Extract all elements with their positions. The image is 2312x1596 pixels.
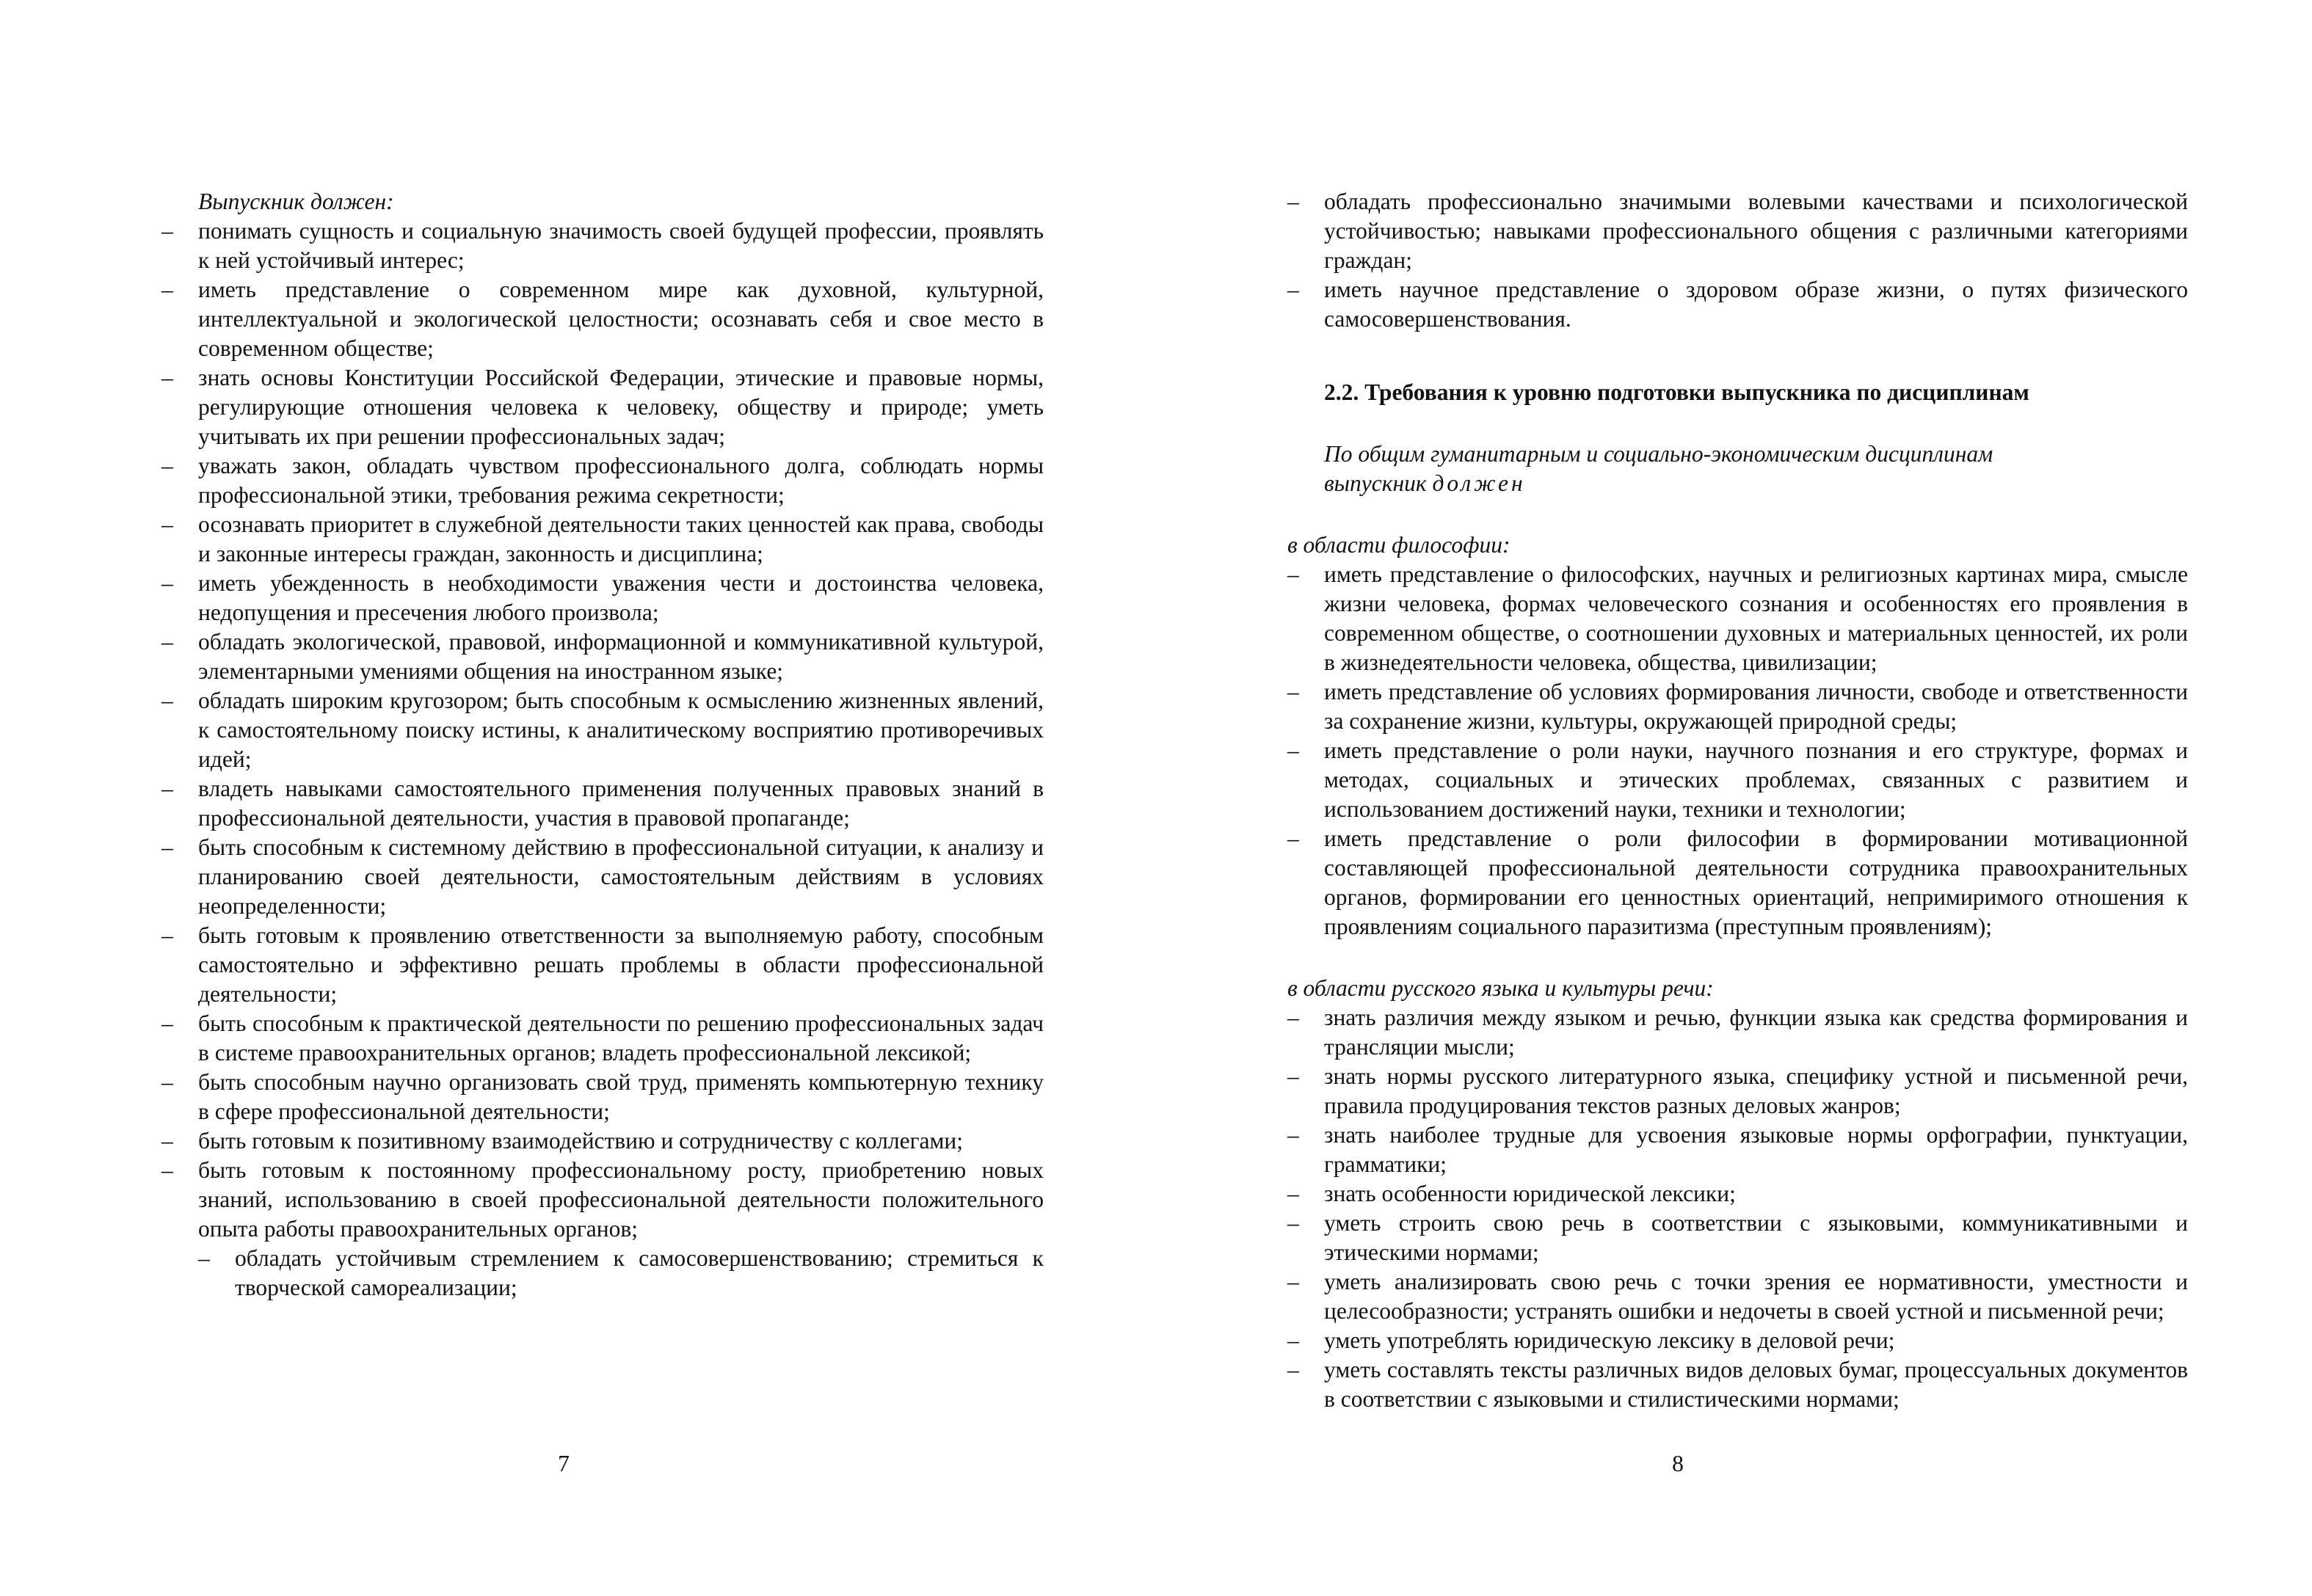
list-item: – понимать сущность и социальную значимость своей будущей профессии, проявлять к ней устойчивый интерес; [161,216,1044,275]
list-item: – обладать профессионально значимыми волевыми качествами и психологической устойчивостью; навыками профессионального общения с различными категориями граждан; [1287,187,2188,275]
page-number-left: 7 [558,1451,570,1476]
sub-list-item: – обладать устойчивым стремлением к самосовершенствованию; стремиться к творческой самореализации; [198,1244,1044,1302]
russian-language-heading: в области русского языка и культуры речи: [1287,975,1714,1001]
list-item: – быть готовым к позитивному взаимодействию и сотрудничеству с коллегами; [161,1126,1044,1156]
list-item: – быть способным научно организовать свой труд, применять компьютерную технику в сфере профессиональной деятельности; [161,1068,1044,1126]
philosophy-heading: в области философии: [1287,532,1511,558]
list-item: – уметь составлять тексты различных видов деловых бумаг, процессуальных документов в соответствии с языковыми и стилистическими нормами; [1287,1355,2188,1414]
list-item: – иметь представление о современном мире как духовной, культурной, интеллектуальной и экологической целостности; осознавать себя и свое место в современном обществе; [161,275,1044,363]
list-item: – иметь представление о роли науки, научного познания и его структуре, формах и методах, социальных и этических проблемах, связанных с развитием и использованием достижений науки, техники и технологии; [1287,736,2188,824]
list-item: – знать основы Конституции Российской Федерации, этические и правовые нормы, регулирующие отношения человека к человеку, обществу и природе; уметь учитывать их при решении профессиональных задач; [161,363,1044,451]
left-page-text [161,187,1044,1302]
list-item: – осознавать приоритет в служебной деятельности таких ценностей как права, свободы и законные интересы граждан, законность и дисциплина; [161,510,1044,569]
list-item: – быть способным к практической деятельности по решению профессиональных задач в системе правоохранительных органов; владеть профессиональной лексикой; [161,1009,1044,1068]
list-item: – уметь употреблять юридическую лексику в деловой речи; [1287,1326,2188,1355]
list-item: – быть готовым к постоянному профессиональному росту, приобретению новых знаний, использованию в своей профессиональной деятельности положительного опыта работы правоохранительных органов; [161,1156,1044,1244]
list-item: – иметь представление о философских, научных и религиозных картинах мира, смысле жизни человека, формах человеческого сознания и особенностях его проявления в современном обществе, о соотношении духовных и материальных ценностей, их роли в жизнедеятельности человека, общества, цивилизации; [1287,560,2188,677]
russian-language-list [1287,1003,2188,1414]
subsection-title-line2 [1287,469,2188,498]
right-page-text [1287,187,2188,1414]
list-item: – владеть навыками самостоятельного применения полученных правовых знаний в профессиональной деятельности, участия в правовой пропаганде; [161,774,1044,833]
continued-requirements-list [1287,187,2188,334]
list-item: – быть способным к системному действию в профессиональной ситуации, к анализу и планированию своей деятельности, самостоятельным действиям в условиях неопределенности; [161,833,1044,921]
list-item: – иметь убежденность в необходимости уважения чести и достоинства человека, недопущения и пресечения любого произвола; [161,569,1044,627]
list-item: – иметь представление об условиях формирования личности, свободе и ответственности за сохранение жизни, культуры, окружающей природной среды; [1287,677,2188,736]
list-item: – иметь представление о роли философии в формировании мотивационной составляющей профессиональной деятельности сотрудника правоохранительных органов, формировании его ценностных ориентаций, непримиримого отношения к проявлениям социального паразитизма (преступным проявлениям); [1287,824,2188,941]
subsection-title-line1: По общим гуманитарным и социально-экономическим дисциплинам [1324,441,1993,467]
section-title: 2.2. Требования к уровню подготовки выпускника по дисциплинам [1324,379,2029,405]
list-item: – иметь научное представление о здоровом образе жизни, о путях физического самосовершенствования. [1287,275,2188,334]
list-item: – быть готовым к проявлению ответственности за выполняемую работу, способным самостоятельно и эффективно решать проблемы в области профессиональной деятельности; [161,921,1044,1009]
list-item: – уметь строить свою речь в соответствии с языковыми, коммуникативными и этическими нормами; [1287,1209,2188,1267]
list-item: – знать нормы русского литературного языка, специфику устной и письменной речи, правила продуцирования текстов разных деловых жанров; [1287,1062,2188,1121]
page-number-right: 8 [1672,1451,1684,1476]
subsection-must: должен [1432,470,1526,496]
list-item: – уметь анализировать свою речь с точки зрения ее нормативности, уместности и целесообразности; устранять ошибки и недочеты в своей устной и письменной речи; [1287,1267,2188,1326]
graduate-requirements-list [161,216,1044,1302]
philosophy-list [1287,560,2188,941]
list-item: – знать особенности юридической лексики; [1287,1179,2188,1209]
list-item: – уважать закон, обладать чувством профессионального долга, соблюдать нормы профессиональной этики, требования режима секретности; [161,451,1044,510]
subsection-prefix: выпускник [1324,470,1433,496]
list-item: – обладать экологической, правовой, информационной и коммуникативной культурой, элементарными умениями общения на иностранном языке; [161,627,1044,686]
graduate-must-heading: Выпускник должен: [198,189,394,214]
right-page [1156,0,2312,1596]
list-item: – знать различия между языком и речью, функции языка как средства формирования и трансляции мысли; [1287,1003,2188,1062]
list-item: – знать наиболее трудные для усвоения языковые нормы орфографии, пунктуации, грамматики; [1287,1121,2188,1179]
list-item: – обладать широким кругозором; быть способным к осмыслению жизненных явлений, к самостоятельному поиску истины, к аналитическому восприятию противоречивых идей; [161,686,1044,774]
